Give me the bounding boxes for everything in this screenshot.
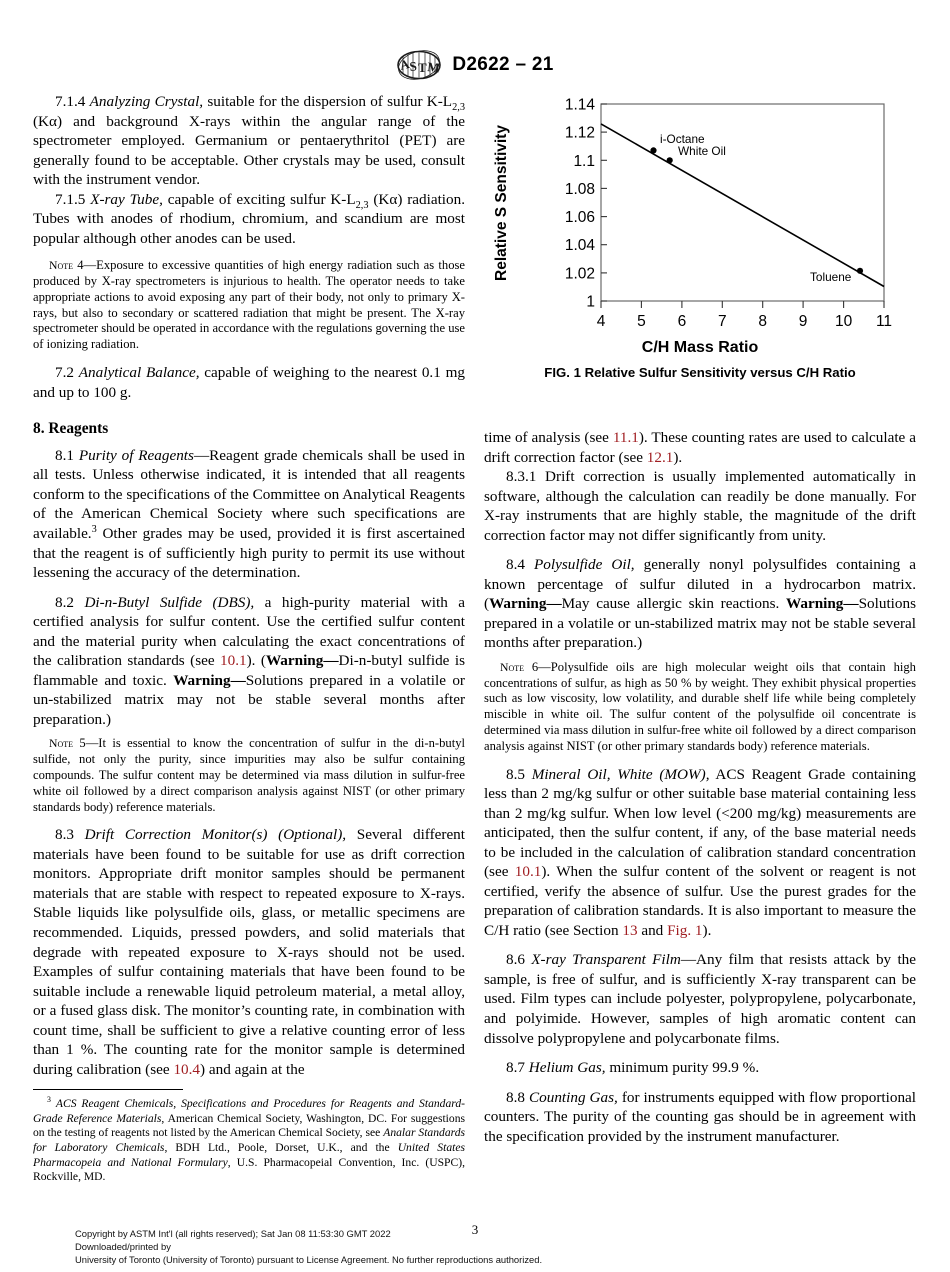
clause-title: Counting Gas, bbox=[529, 1088, 618, 1106]
svg-text:1.04: 1.04 bbox=[564, 237, 595, 255]
clause-text-a: ACS Reagent Grade containing less than 2 mg/kg sulfur or other suitable base material containing less than 2 mg/kg sulfur. When low level (<200 mg/kg) measurements are anticipated, then the sulfur content, if any, of the base material needs to be included in the calculation of calibration standard concentration (see bbox=[484, 765, 916, 881]
clause-title: Mineral Oil, White (MOW), bbox=[531, 765, 710, 783]
clause-number: 8.5 bbox=[506, 765, 525, 783]
clause-text-d: ). bbox=[702, 921, 712, 939]
note-text: Polysulfide oils are high molecular weight oils that contain high concentrations of sulfur, as high as 50 % by weight. They exhibit physical properties such as low viscosity, low volatility, and durable shelf life while being completely miscible in white oil. The sulfur content of the polysulfide oil concentrate is determined via mass dilution in sulfur-free white oil followed by a direct comparison analysis against NIST (or other primary standards body) reference materials. bbox=[484, 659, 916, 753]
spacer bbox=[484, 1048, 916, 1058]
paragraph-7-1-5 bbox=[33, 190, 465, 249]
clause-number: 8.1 bbox=[55, 446, 74, 464]
paragraph-8-8 bbox=[484, 1088, 916, 1147]
clause-text-b: (Kα) radiation. Tubes with anodes of rhodium, chromium, and scandium are most popular although other anodes can be used. bbox=[33, 190, 465, 247]
document-designation: D2622 – 21 bbox=[452, 54, 554, 75]
clause-text-c: Di-n-butyl sulfide is flammable and toxic. bbox=[33, 652, 465, 689]
svg-text:1.14: 1.14 bbox=[564, 96, 595, 114]
x-axis-ticks bbox=[601, 301, 884, 308]
clause-title: Polysulfide Oil, bbox=[534, 556, 635, 574]
clause-text-a: a high-purity material with a certified analysis for sulfur content. Use the certified sulfur content and the material purity when calculating the exact concentrations of the calibration standards (see bbox=[33, 593, 466, 670]
clause-text-a: capable of exciting sulfur K-L bbox=[162, 190, 356, 208]
clause-title: Drift Correction Monitor(s) (Optional), bbox=[84, 826, 347, 844]
footnote-3 bbox=[33, 1097, 465, 1185]
clause-text-b: May cause allergic skin reactions. bbox=[561, 595, 787, 613]
clause-title: Helium Gas, bbox=[528, 1059, 606, 1077]
cross-reference-10-4[interactable]: 10.4 bbox=[173, 1060, 201, 1078]
footnote-text-a: , American Chemical Society, Washington, DC. For suggestions on the testing of reagents not listed by the American Chemical Society, see bbox=[33, 1111, 466, 1140]
note-4 bbox=[33, 258, 465, 353]
cross-reference-12-1[interactable]: 12.1 bbox=[646, 448, 674, 466]
data-point-white-oil bbox=[667, 157, 673, 163]
svg-text:1.06: 1.06 bbox=[564, 209, 595, 227]
x-axis-tick-labels bbox=[597, 313, 892, 330]
clause-number: 8.3 bbox=[55, 826, 74, 844]
figure-1 bbox=[484, 88, 916, 380]
clause-title: X-ray Transparent Film bbox=[531, 951, 681, 969]
clause-title: Purity of Reagents bbox=[78, 446, 194, 464]
spacer bbox=[33, 248, 465, 258]
spacer bbox=[484, 1078, 916, 1088]
relative-sulfur-sensitivity-chart bbox=[484, 88, 916, 338]
note-label: Note bbox=[49, 259, 74, 273]
paragraph-8-5 bbox=[484, 765, 916, 941]
svg-text:11: 11 bbox=[875, 313, 893, 330]
svg-text:1.02: 1.02 bbox=[564, 265, 595, 283]
spacer bbox=[484, 755, 916, 765]
svg-text:1.1: 1.1 bbox=[573, 152, 595, 170]
clause-text-a: Several different materials have been found to be suitable for use as drift correction monitors. Appropriate drift monitor samples should be permanent materials that are stable with respect to repeated exposure to X-rays. Stable liquids like polysulfide oils, glass, or metallic specimens are recommended. Liquids, pressed powders, and solid materials that degrade with repeated exposure to X-rays should not be used. Examples of sulfur containing materials that have been found to be suitable include a renewable liquid petroleum material, a metal alloy, or a fused glass disk. The monitor’s counting rate, in combination with count time, shall be sufficient to give a relative counting error of less than 1 %. The counting rate for the monitor sample is determined during calibration (see bbox=[33, 826, 465, 1078]
spacer bbox=[484, 653, 916, 660]
svg-text:9: 9 bbox=[798, 313, 808, 330]
right-text-column bbox=[484, 428, 916, 1146]
cross-reference-fig-1[interactable]: Fig. 1 bbox=[667, 921, 703, 939]
warning-label-2: Warning— bbox=[786, 595, 859, 613]
clause-title: Analyzing Crystal, bbox=[89, 93, 204, 110]
footnote-italic-a: ACS Reagent Chemicals, Specifications and Procedures for Reagents and Standard-Grade Reference Materials bbox=[33, 1097, 466, 1125]
svg-text:7: 7 bbox=[717, 313, 727, 330]
svg-text:10: 10 bbox=[834, 313, 853, 330]
y-axis-title: Relative S Sensitivity bbox=[493, 125, 510, 281]
note-number: 6— bbox=[524, 659, 551, 674]
clause-text: —Any film that resists attack by the sample, is free of sulfur, and is sufficiently X-ray transparent can be used. Film types can include polyester, polypropylene, polycarbonate, and polyimide. However, samples of high aromatic content can dissolve polypropylene and polycarbonate films. bbox=[484, 951, 916, 1047]
clause-text-b: ) and again at the bbox=[200, 1060, 305, 1078]
paragraph-8-7 bbox=[484, 1058, 916, 1078]
page-number: 3 bbox=[471, 1222, 479, 1237]
paragraph-7-1-4 bbox=[33, 92, 465, 190]
spacer bbox=[33, 353, 465, 363]
section-8-heading: 8. Reagents bbox=[33, 420, 109, 438]
clause-number: 7.1.4 bbox=[55, 93, 86, 110]
figure-caption: FIG. 1 Relative Sulfur Sensitivity versus C/H Ratio bbox=[544, 365, 856, 380]
clause-number: 8.4 bbox=[506, 556, 525, 574]
svg-text:1: 1 bbox=[586, 293, 595, 311]
clause-number: 7.1.5 bbox=[55, 190, 86, 208]
footnote-italic-b: Analar Standards for Laboratory Chemicals bbox=[33, 1126, 466, 1154]
svg-text:1.12: 1.12 bbox=[564, 124, 595, 142]
subscript-2-3: 2,3 bbox=[452, 102, 465, 114]
footer-line-downloaded: Downloaded/printed by bbox=[75, 1240, 171, 1252]
cont-text-a: time of analysis (see bbox=[484, 429, 613, 446]
clause-text-b: (Kα) and background X-rays within the angular range of the spectrometer employed. Germanium or pentaerythritol (PET) are generally found to be acceptable. Other crystals may be used, consult with the instrument vendor. bbox=[33, 112, 465, 189]
spacer bbox=[33, 402, 465, 412]
spacer bbox=[33, 729, 465, 736]
footnote-divider bbox=[33, 1089, 183, 1090]
footnote-marker: 3 bbox=[47, 1095, 51, 1105]
cross-reference-10-1[interactable]: 10.1 bbox=[220, 652, 247, 670]
clause-title: Di-n-Butyl Sulfide (DBS), bbox=[84, 593, 255, 611]
clause-text-b: ). When the sulfur content of the solvent or reagent is not certified, verify the absence of sulfur. Use the purest grades for the preparation of calibration standards. It is also important to measure the C/H ratio (see Section bbox=[484, 863, 916, 939]
cont-text-b: ). These counting rates are used to calculate a drift correction factor (see bbox=[484, 429, 916, 466]
footnote-marker-3: 3 bbox=[91, 523, 97, 535]
warning-label-1: Warning— bbox=[265, 652, 339, 670]
spacer bbox=[33, 412, 465, 419]
paragraph-7-2 bbox=[33, 363, 465, 402]
note-5 bbox=[33, 736, 465, 815]
paragraph-continuation-8-3 bbox=[484, 428, 916, 467]
svg-text:A: A bbox=[398, 56, 412, 73]
footnote-italic-c: United States Pharmacopeia and National Formulary bbox=[33, 1140, 465, 1169]
clause-text-c: Solutions prepared in a volatile or un-stabilized matrix may not be stable several months after preparation.) bbox=[484, 595, 916, 652]
svg-text:8: 8 bbox=[758, 313, 768, 330]
clause-text-c: and bbox=[637, 921, 668, 939]
clause-text: Drift correction is usually implemented automatically in software, although the calculation can readily be done manually. For X-ray instruments that are highly stable, the magnitude of the drift correction factor may not differ significantly from unity. bbox=[484, 468, 916, 544]
spacer bbox=[484, 545, 916, 555]
paragraph-8-3 bbox=[33, 825, 465, 1079]
clause-number: 8.3.1 bbox=[506, 468, 537, 486]
svg-text:1.08: 1.08 bbox=[564, 180, 595, 198]
paragraph-8-2 bbox=[33, 593, 465, 730]
chart-container bbox=[484, 88, 916, 338]
clause-number: 8.7 bbox=[506, 1059, 525, 1077]
footnote-block bbox=[33, 1089, 465, 1185]
cont-text-c: ). bbox=[673, 448, 683, 466]
footer-line-copyright: Copyright by ASTM Int'l (all rights reserved); Sat Jan 08 11:53:30 GMT 2022 bbox=[75, 1228, 391, 1239]
svg-text:5: 5 bbox=[637, 313, 646, 330]
svg-text:S: S bbox=[409, 58, 418, 74]
paragraph-8-1 bbox=[33, 446, 465, 583]
warning-label-1: Warning— bbox=[489, 595, 562, 613]
note-text: Exposure to excessive quantities of high energy radiation such as those produced by X-ray spectrometers is injurious to health. The operator needs to take appropriate actions to avoid exposing any part of their body, not only to primary X-rays, but also to secondary or scattered radiation that might be present. The X-ray spectrometer should be operated in accordance with the regulations governing the use of ionizing radiation. bbox=[33, 258, 465, 352]
spacer bbox=[484, 940, 916, 950]
note-number: 4— bbox=[73, 258, 97, 273]
paragraph-8-3-1 bbox=[484, 467, 916, 545]
clause-text-a: suitable for the dispersion of sulfur K-L bbox=[203, 93, 453, 110]
svg-text:M: M bbox=[427, 59, 441, 76]
clause-number: 8.6 bbox=[506, 951, 525, 969]
clause-text-a: —Reagent grade chemicals shall be used in all tests. Unless otherwise indicated, it is intended that all reagents conform to the specifications of the Committee on Analytical Reagents of the American Chemical Society where such specifications are available. bbox=[33, 446, 465, 543]
left-text-column bbox=[33, 92, 465, 1079]
footer-line-licensee: University of Toronto (University of Toronto) pursuant to License Agreement. No further reproductions authorized. bbox=[75, 1253, 543, 1265]
spacer bbox=[33, 583, 465, 593]
cross-reference-section-13[interactable]: 13 bbox=[622, 921, 638, 939]
data-point-toluene bbox=[857, 268, 863, 274]
warning-label-2: Warning— bbox=[173, 671, 246, 689]
clause-text: capable of weighing to the nearest 0.1 mg and up to 100 g. bbox=[33, 364, 465, 401]
figure-x-axis-label: C/H Mass Ratio bbox=[641, 339, 759, 356]
footnote-text-c: , U.S. Pharmacopeial Convention, Inc. (USPC), Rockville, MD. bbox=[33, 1155, 465, 1184]
clause-number: 8.2 bbox=[55, 593, 74, 611]
page-footer bbox=[75, 1228, 895, 1267]
clause-title: X-ray Tube, bbox=[90, 190, 163, 208]
clause-title: Analytical Balance, bbox=[78, 364, 200, 382]
label-i-octane: i-Octane bbox=[660, 132, 705, 146]
paragraph-8-6 bbox=[484, 950, 916, 1048]
subscript-2-3: 2,3 bbox=[355, 199, 369, 211]
svg-text:6: 6 bbox=[677, 313, 687, 330]
note-text: It is essential to know the concentration of sulfur in the di-n-butyl sulfide, not only the purity, since impurities may also be sulfur containing compounds. The sulfur content may be determined via mass dilution in sulfur-free white oil followed by a direct comparison analysis against NIST (or other primary standards body) reference materials. bbox=[33, 736, 465, 814]
paragraph-8-4 bbox=[484, 555, 916, 653]
y-axis-tick-labels bbox=[565, 97, 596, 311]
svg-text:T: T bbox=[418, 60, 428, 75]
footnote-text-b: , BDH Ltd., Poole, Dorset, U.K., and the bbox=[164, 1140, 398, 1154]
clause-number: 7.2 bbox=[55, 364, 74, 382]
page-header bbox=[0, 50, 950, 80]
note-label: Note bbox=[500, 660, 525, 674]
astm-logo-icon bbox=[396, 50, 442, 80]
clause-text: minimum purity 99.9 %. bbox=[605, 1059, 760, 1077]
svg-text:4: 4 bbox=[596, 313, 606, 330]
clause-text-b: Other grades may be used, provided it is first ascertained that the reagent is of sufficiently high purity to permit its use without lessening the accuracy of the determination. bbox=[33, 525, 465, 582]
note-6 bbox=[484, 660, 916, 755]
spacer bbox=[33, 815, 465, 825]
cross-reference-11-1[interactable]: 11.1 bbox=[612, 429, 639, 446]
label-white-oil: White Oil bbox=[678, 144, 726, 158]
clause-text-d: Solutions prepared in a volatile or un-stabilized matrix may not be stable several months after preparation.) bbox=[33, 671, 465, 728]
clause-text: for instruments equipped with flow proportional counters. The purity of the counting gas should be in agreement with the specification provided by the instrument manufacturer. bbox=[484, 1088, 917, 1145]
clause-text-a: generally nonyl polysulfides containing a known percentage of sulfur diluted in a hydrocarbon matrix. ( bbox=[484, 556, 916, 613]
spacer bbox=[33, 439, 465, 446]
note-label: Note bbox=[49, 737, 74, 751]
clause-number: 8.8 bbox=[506, 1088, 525, 1106]
note-number: 5— bbox=[73, 736, 99, 751]
label-toluene: Toluene bbox=[810, 270, 852, 284]
cross-reference-10-1[interactable]: 10.1 bbox=[514, 863, 542, 881]
data-point-i-octane bbox=[650, 147, 656, 153]
clause-text-b: ). ( bbox=[246, 652, 266, 670]
